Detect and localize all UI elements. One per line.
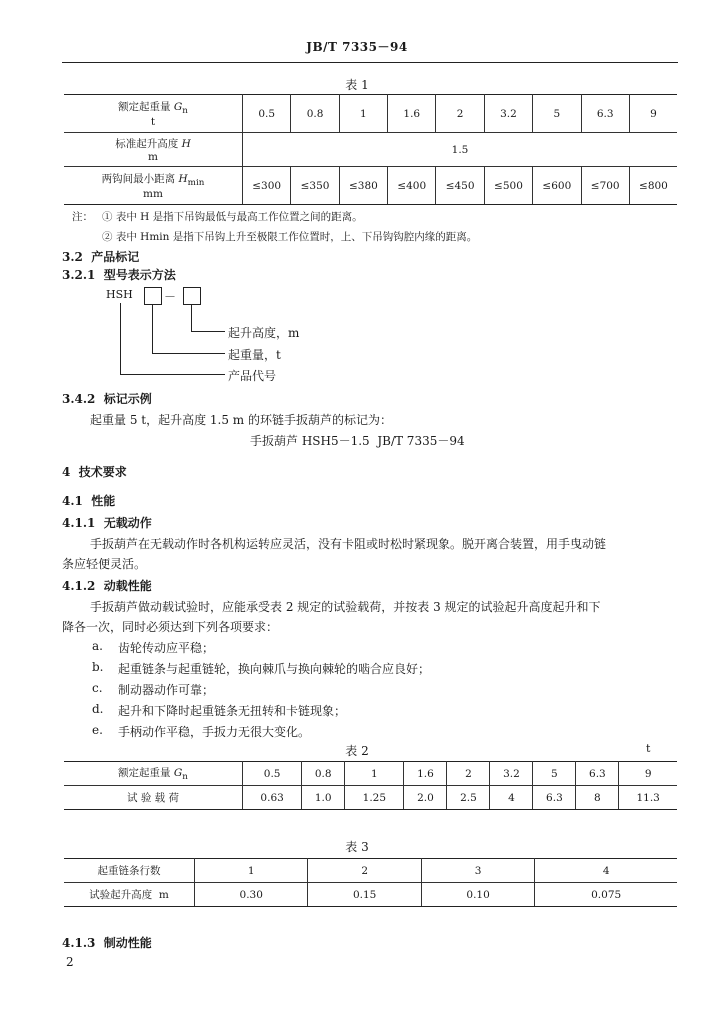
model-label-capacity: 起重量，t (228, 348, 281, 362)
section-4: 4 技术要求 (62, 465, 127, 479)
table2-cell: 8 (576, 786, 619, 810)
table2-cell: 9 (619, 762, 677, 786)
paragraph-4-1-1-line2: 条应轻便灵活。 (62, 557, 147, 571)
table1-cell: 9 (629, 95, 677, 133)
leader-line (120, 374, 225, 375)
table3-cell: 0.15 (308, 883, 421, 907)
table1-note-prefix: 注： (72, 211, 93, 223)
table1-cell: ≤700 (581, 167, 629, 205)
example-mark: 手扳葫芦 HSH5－1.5 JB/T 7335－94 (250, 434, 465, 448)
table2-cell: 1 (345, 762, 404, 786)
page-number: 2 (66, 955, 74, 969)
table1 (64, 94, 677, 205)
table2-cell: 1.25 (345, 786, 404, 810)
table1-cell: 2 (436, 95, 484, 133)
table2-cell: 1.0 (302, 786, 345, 810)
list-item: 制动器动作可靠； (118, 683, 215, 697)
example-text: 起重量 5 t，起升高度 1.5 m 的环链手扳葫芦的标记为： (90, 413, 392, 427)
model-label-code: 产品代号 (228, 369, 277, 383)
table2-cell: 0.5 (243, 762, 302, 786)
section-4-1-3: 4.1.3 制动性能 (62, 936, 152, 950)
table1-note-1: ① 表中 H 是指下吊钩最低与最高工作位置之间的距离。 (102, 211, 363, 223)
table3-cell: 3 (421, 859, 534, 883)
table3-row-label: 起重链条行数 (64, 859, 195, 883)
section-3-4-2: 3.4.2 标记示例 (62, 392, 152, 406)
list-item: 起重链条与起重链轮，换向棘爪与换向棘轮的啮合应良好； (118, 662, 431, 676)
list-item: 手柄动作平稳，手扳力无很大变化。 (118, 725, 311, 739)
table1-cell: 0.8 (291, 95, 339, 133)
model-prefix: HSH (106, 288, 133, 301)
section-4-1-1: 4.1.1 无载动作 (62, 516, 152, 530)
list-item-key: a. (92, 639, 103, 653)
table1-cell: 6.3 (581, 95, 629, 133)
model-dash: － (164, 290, 177, 304)
table1-cell: ≤380 (339, 167, 387, 205)
table1-row-label: 额定起重量 $G_n$ t (64, 95, 243, 133)
table3-row-label: 试验起升高度 m (64, 883, 195, 907)
list-item-key: b. (92, 660, 104, 674)
section-3-2: 3.2 产品标记 (62, 250, 140, 264)
table2-cell: 3.2 (490, 762, 533, 786)
table2 (64, 761, 677, 810)
table2-row-label: 试 验 载 荷 (64, 786, 243, 810)
header-rule (62, 62, 678, 63)
table1-cell: ≤450 (436, 167, 484, 205)
table2-cell: 2 (447, 762, 490, 786)
table2-unit: t (646, 742, 651, 755)
table1-merged-cell: 1.5 (243, 133, 678, 167)
table2-cell: 0.63 (243, 786, 302, 810)
leader-line (191, 305, 192, 331)
table2-cell: 5 (533, 762, 576, 786)
list-item: 起升和下降时起重链条无扭转和卡链现象； (118, 704, 347, 718)
leader-line (152, 305, 153, 353)
leader-line (191, 331, 225, 332)
table2-caption: 表 2 (345, 744, 369, 758)
table1-cell: ≤400 (388, 167, 436, 205)
table1-cell: 0.5 (243, 95, 291, 133)
table1-cell: 1.6 (388, 95, 436, 133)
table2-cell: 2.0 (404, 786, 447, 810)
table3-cell: 1 (195, 859, 308, 883)
table3-cell: 0.075 (535, 883, 677, 907)
list-item-key: e. (92, 723, 103, 737)
list-item-key: c. (92, 681, 103, 695)
table1-cell: 5 (533, 95, 581, 133)
table2-cell: 6.3 (576, 762, 619, 786)
table1-cell: 3.2 (484, 95, 532, 133)
model-label-height: 起升高度，m (228, 326, 300, 340)
table3 (64, 858, 677, 907)
list-item: 齿轮传动应平稳； (118, 641, 215, 655)
table2-cell: 6.3 (533, 786, 576, 810)
table3-cell: 0.30 (195, 883, 308, 907)
table3-cell: 4 (535, 859, 677, 883)
page-header: JB/T 7335－94 (306, 40, 408, 54)
table3-cell: 0.10 (421, 883, 534, 907)
table1-cell: ≤600 (533, 167, 581, 205)
paragraph-4-1-1-line1: 手扳葫芦在无载动作时各机构运转应灵活，没有卡阻或时松时紧现象。脱开离合装置，用手曳动链 (90, 537, 607, 551)
table1-cell: ≤350 (291, 167, 339, 205)
table3-caption: 表 3 (345, 840, 369, 854)
table1-cell: ≤300 (243, 167, 291, 205)
section-4-1-2: 4.1.2 动载性能 (62, 579, 152, 593)
table2-row-label: 额定起重量 $G_n$ (64, 762, 243, 786)
model-box-capacity (144, 287, 162, 305)
table2-cell: 11.3 (619, 786, 677, 810)
paragraph-4-1-2-line2: 降各一次，同时必须达到下列各项要求： (62, 620, 279, 634)
leader-line (152, 353, 225, 354)
table3-cell: 2 (308, 859, 421, 883)
table1-cell: ≤500 (484, 167, 532, 205)
paragraph-4-1-2-line1: 手扳葫芦做动载试验时，应能承受表 2 规定的试验载荷，并按表 3 规定的试验起升高度起升和下 (90, 600, 601, 614)
table2-cell: 0.8 (302, 762, 345, 786)
table1-row-label: 两钩间最小距离 $H_{min}$ mm (64, 167, 243, 205)
model-box-height (183, 287, 201, 305)
section-4-1: 4.1 性能 (62, 494, 116, 508)
table1-row-label: 标准起升高度 H m (64, 133, 243, 167)
table2-cell: 2.5 (447, 786, 490, 810)
list-item-key: d. (92, 702, 104, 716)
table1-cell: ≤800 (629, 167, 677, 205)
table1-caption: 表 1 (345, 78, 369, 92)
section-3-2-1: 3.2.1 型号表示方法 (62, 268, 176, 282)
table1-cell: 1 (339, 95, 387, 133)
table2-cell: 4 (490, 786, 533, 810)
leader-line (120, 303, 121, 374)
table2-cell: 1.6 (404, 762, 447, 786)
table1-note-2: ② 表中 Hmin 是指下吊钩上升至极限工作位置时，上、下吊钩钩腔内缘的距离。 (102, 231, 478, 243)
